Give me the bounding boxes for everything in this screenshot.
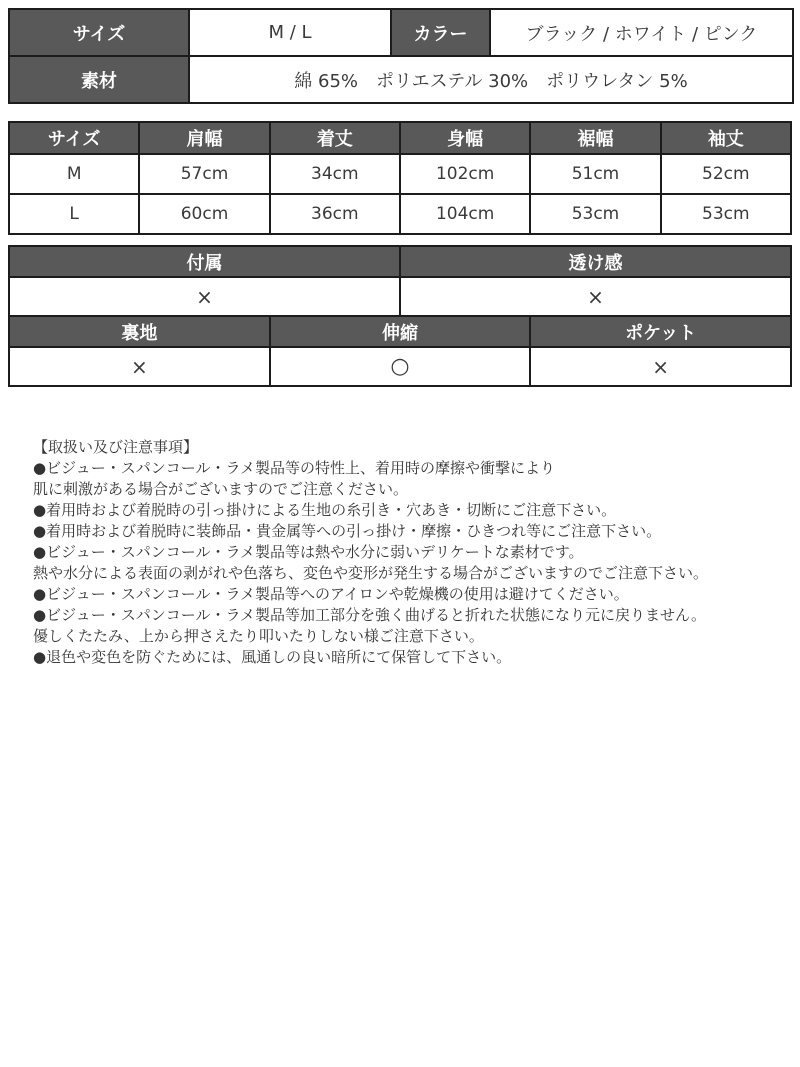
col-header-size: サイズ (9, 122, 139, 154)
cell-hem: 53cm (530, 194, 660, 234)
material-value: 綿 65% ポリエステル 30% ポリウレタン 5% (189, 56, 793, 103)
size-value: M / L (189, 9, 391, 56)
col-header-hem: 裾幅 (530, 122, 660, 154)
accessories-header: 付属 (9, 246, 400, 277)
cell-shoulder: 60cm (139, 194, 269, 234)
measurements-header-row (9, 122, 791, 154)
cell-length: 36cm (270, 194, 400, 234)
features-header-row-1 (9, 246, 791, 277)
features-value-row-1 (9, 277, 791, 316)
stretch-value: ○ (270, 347, 531, 386)
note-line: ●ビジュー・スパンコール・ラメ製品等へのアイロンや乾燥機の使用は避けてください。 (33, 585, 629, 603)
spec-row-size-color (9, 9, 793, 56)
cell-sleeve: 53cm (661, 194, 791, 234)
cell-sleeve: 52cm (661, 154, 791, 194)
cell-size: L (9, 194, 139, 234)
pocket-value: × (530, 347, 791, 386)
spec-table (8, 8, 794, 104)
col-header-shoulder: 肩幅 (139, 122, 269, 154)
cell-body: 104cm (400, 194, 530, 234)
features-header-row-2 (9, 316, 791, 347)
cell-length: 34cm (270, 154, 400, 194)
notes-title: 【取扱い及び注意事項】 (33, 438, 199, 456)
measurements-row-l (9, 194, 791, 234)
sheerness-header: 透け感 (400, 246, 791, 277)
color-header: カラー (391, 9, 490, 56)
col-header-sleeve: 袖丈 (661, 122, 791, 154)
size-header: サイズ (9, 9, 189, 56)
note-line: ●退色や変色を防ぐためには、風通しの良い暗所にて保管して下さい。 (33, 648, 512, 666)
note-line: ●着用時および着脱時の引っ掛けによる生地の糸引き・穴あき・切断にご注意下さい。 (33, 501, 617, 519)
stretch-header: 伸縮 (270, 316, 531, 347)
cell-shoulder: 57cm (139, 154, 269, 194)
lining-header: 裏地 (9, 316, 270, 347)
accessories-value: × (9, 277, 400, 316)
cell-hem: 51cm (530, 154, 660, 194)
note-line: ●ビジュー・スパンコール・ラメ製品等の特性上、着用時の摩擦や衝撃により (33, 459, 556, 477)
note-line: ●ビジュー・スパンコール・ラメ製品等は熱や水分に弱いデリケートな素材です。 (33, 543, 584, 561)
sheerness-value: × (400, 277, 791, 316)
cell-size: M (9, 154, 139, 194)
note-line: 優しくたたみ、上から押さえたり叩いたりしない様ご注意下さい。 (33, 627, 484, 645)
measurements-table (8, 121, 792, 235)
col-header-body: 身幅 (400, 122, 530, 154)
handling-notes (33, 437, 792, 668)
pocket-header: ポケット (530, 316, 791, 347)
material-header: 素材 (9, 56, 189, 103)
cell-body: 102cm (400, 154, 530, 194)
lining-value: × (9, 347, 270, 386)
note-line: 熱や水分による表面の剥がれや色落ち、変色や変形が発生する場合がございますのでご注意下さい。 (33, 564, 709, 582)
note-line: ●ビジュー・スパンコール・ラメ製品等加工部分を強く曲げると折れた状態になり元に戻りません。 (33, 606, 706, 624)
col-header-length: 着丈 (270, 122, 400, 154)
features-table (8, 245, 792, 387)
features-value-row-2 (9, 347, 791, 386)
note-line: 肌に刺激がある場合がございますのでご注意ください。 (33, 480, 409, 498)
measurements-row-m (9, 154, 791, 194)
spec-row-material (9, 56, 793, 103)
note-line: ●着用時および着脱時に装飾品・貴金属等への引っ掛け・摩擦・ひきつれ等にご注意下さい。 (33, 522, 662, 540)
color-value: ブラック / ホワイト / ピンク (490, 9, 793, 56)
